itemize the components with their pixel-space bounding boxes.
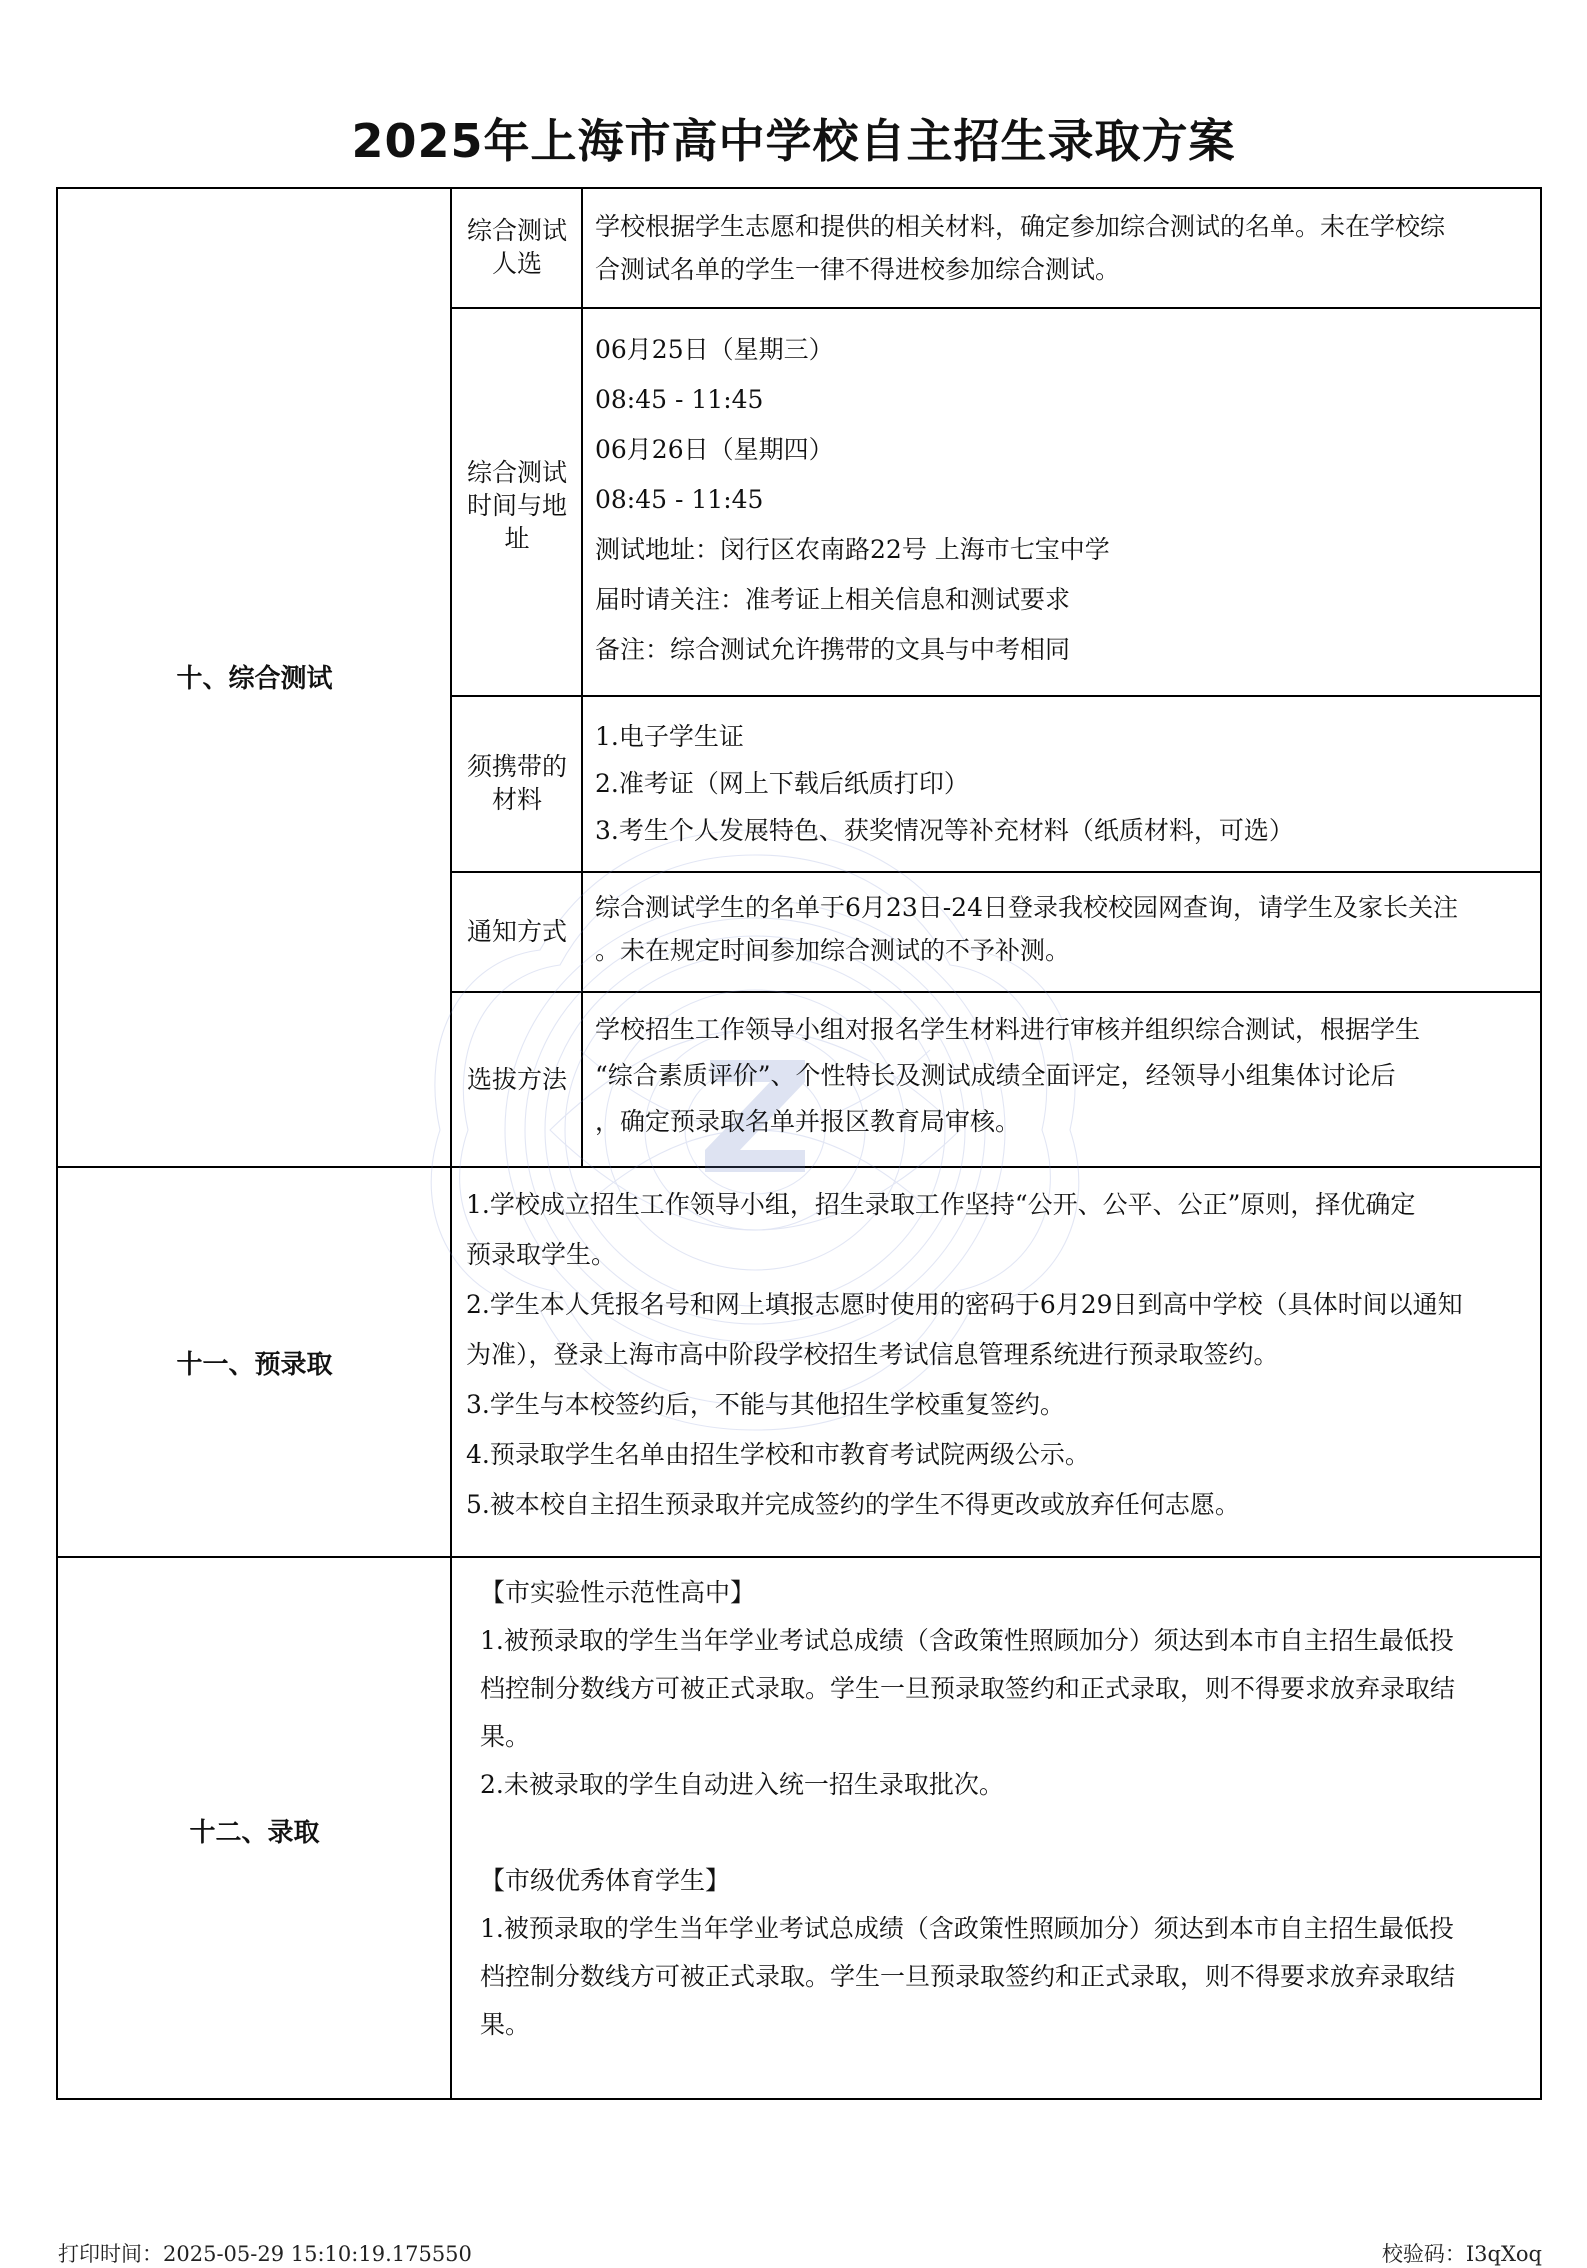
text-line: 5.被本校自主招生预录取并完成签约的学生不得更改或放弃任何志愿。 xyxy=(466,1490,1240,1519)
table-divider xyxy=(450,695,1542,697)
text-line: 学校根据学生志愿和提供的相关材料，确定参加综合测试的名单。未在学校综 xyxy=(595,212,1446,241)
section-label-admission: 十二、录取 xyxy=(189,1818,320,1848)
table-divider xyxy=(450,307,1542,309)
section-content-pre-admission xyxy=(466,1180,1463,1530)
text-line: 档控制分数线方可被正式录取。学生一旦预录取签约和正式录取，则不得要求放弃录取结 xyxy=(480,1962,1456,1991)
text-line: 【市实验性示范性高中】 xyxy=(480,1578,756,1607)
row-label-selection-method: 选拔方法 xyxy=(466,1065,567,1094)
text-line: 果。 xyxy=(480,2010,531,2039)
section-label-comprehensive-test: 十、综合测试 xyxy=(176,664,333,694)
text-line: 果。 xyxy=(480,1722,531,1751)
text-line: 【市级优秀体育学生】 xyxy=(480,1866,731,1895)
text-line: 08:45 - 11:45 xyxy=(595,385,764,414)
text-line: 学校招生工作领导小组对报名学生材料进行审核并组织综合测试，根据学生 xyxy=(595,1015,1421,1044)
row-content-selection-method xyxy=(595,1007,1420,1145)
table-divider xyxy=(56,1556,1542,1558)
row-label-test-candidates: 综合测试 人选 xyxy=(466,216,567,278)
row-label-materials: 须携带的 材料 xyxy=(466,752,567,814)
text-line: ，确定预录取名单并报区教育局审核。 xyxy=(595,1107,1021,1136)
text-line: 1.电子学生证 xyxy=(595,722,744,751)
section-content-admission xyxy=(480,1569,1455,2049)
text-line: 备注：综合测试允许携带的文具与中考相同 xyxy=(595,635,1071,664)
text-line: 综合测试学生的名单于6月23日-24日登录我校校园网查询，请学生及家长关注 xyxy=(595,893,1458,922)
row-content-materials xyxy=(595,713,1294,854)
text-line: 。未在规定时间参加综合测试的不予补测。 xyxy=(595,936,1071,965)
print-time: 打印时间：2025-05-29 15:10:19.175550 xyxy=(58,2242,472,2266)
text-line: 届时请关注：准考证上相关信息和测试要求 xyxy=(595,585,1071,614)
text-line: 为准），登录上海市高中阶段学校招生考试信息管理系统进行预录取签约。 xyxy=(466,1340,1279,1369)
check-code: 校验码：I3qXoq xyxy=(1381,2242,1542,2266)
row-content-test-time-place xyxy=(595,325,1110,675)
row-content-test-candidates xyxy=(595,205,1445,291)
text-line: 预录取学生。 xyxy=(466,1240,617,1269)
text-line: 06月25日（星期三） xyxy=(595,335,834,364)
row-label-notice-method: 通知方式 xyxy=(466,917,567,946)
text-line: 06月26日（星期四） xyxy=(595,435,834,464)
text-line: 3.考生个人发展特色、获奖情况等补充材料（纸质材料，可选） xyxy=(595,816,1294,845)
text-line: 合测试名单的学生一律不得进校参加综合测试。 xyxy=(595,255,1121,284)
section-label-pre-admission: 十一、预录取 xyxy=(176,1350,333,1380)
row-label-test-time-place: 综合测试 时间与地 址 xyxy=(466,458,567,553)
text-line: 4.预录取学生名单由招生学校和市教育考试院两级公示。 xyxy=(466,1440,1090,1469)
text-line: 1.被预录取的学生当年学业考试总成绩（含政策性照顾加分）须达到本市自主招生最低投 xyxy=(480,1914,1454,1943)
text-line: “综合素质评价”、个性特长及测试成绩全面评定，经领导小组集体讨论后 xyxy=(595,1061,1396,1090)
text-line xyxy=(480,1809,1455,1857)
text-line: 2.未被录取的学生自动进入统一招生录取批次。 xyxy=(480,1770,1004,1799)
text-line: 2.学生本人凭报名号和网上填报志愿时使用的密码于6月29日到高中学校（具体时间以通知 xyxy=(466,1290,1463,1319)
text-line: 1.学校成立招生工作领导小组，招生录取工作坚持“公开、公平、公正”原则，择优确定 xyxy=(466,1190,1416,1219)
text-line: 1.被预录取的学生当年学业考试总成绩（含政策性照顾加分）须达到本市自主招生最低投 xyxy=(480,1626,1454,1655)
text-line: 08:45 - 11:45 xyxy=(595,485,764,514)
document-title: 2025年上海市高中学校自主招生录取方案 xyxy=(351,114,1236,168)
row-content-notice-method xyxy=(595,886,1458,972)
text-line: 档控制分数线方可被正式录取。学生一旦预录取签约和正式录取，则不得要求放弃录取结 xyxy=(480,1674,1456,1703)
text-line: 测试地址：闵行区农南路22号 上海市七宝中学 xyxy=(595,535,1110,564)
text-line: 2.准考证（网上下载后纸质打印） xyxy=(595,769,969,798)
text-line: 3.学生与本校签约后，不能与其他招生学校重复签约。 xyxy=(466,1390,1065,1419)
